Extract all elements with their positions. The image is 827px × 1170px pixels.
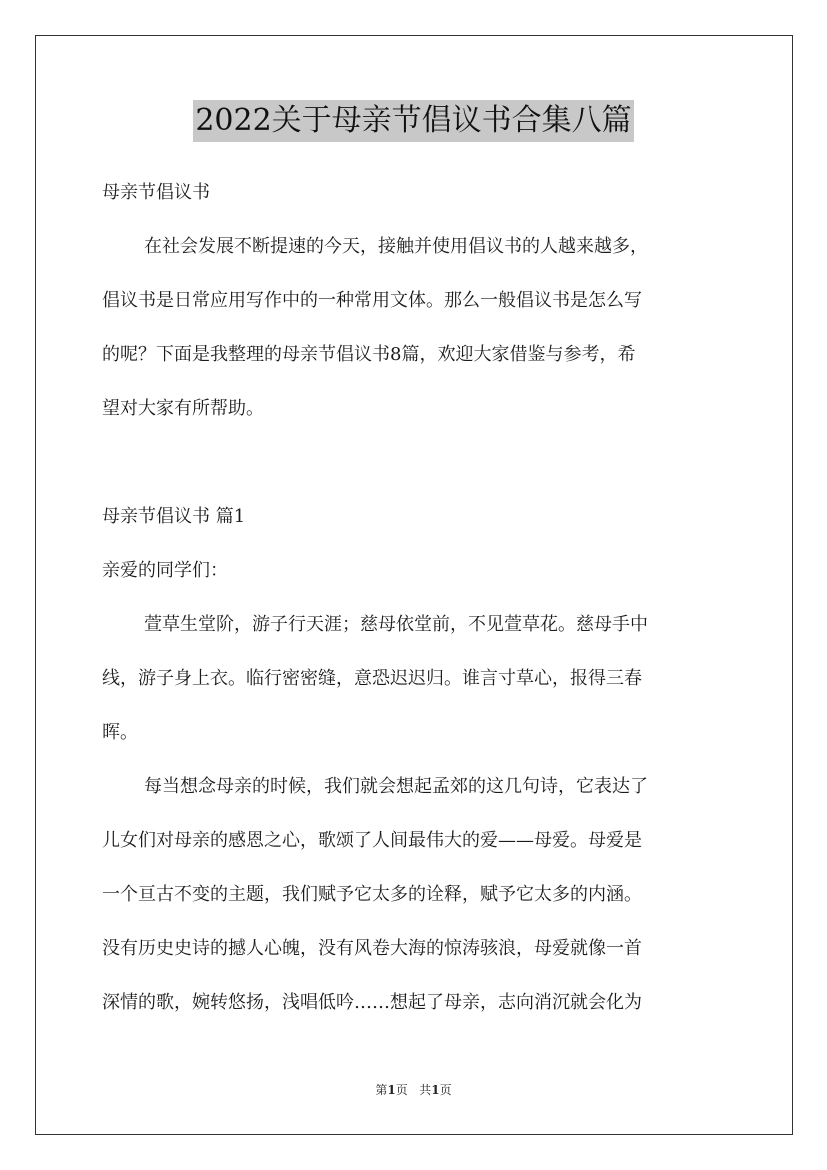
page-unit: 页 bbox=[395, 1083, 408, 1097]
salutation: 亲爱的同学们： bbox=[102, 560, 228, 581]
page-prefix: 第 bbox=[375, 1083, 388, 1097]
paragraph-line: 每当想念母亲的时候，我们就会想起孟郊的这几句诗，它表达了 bbox=[144, 776, 648, 797]
blank-line bbox=[102, 436, 728, 490]
title-container bbox=[0, 100, 827, 142]
paragraph-line: 倡议书是日常应用写作中的一种常用文体。那么一般倡议书是怎么写 bbox=[102, 290, 642, 311]
page-current: 1 bbox=[387, 1083, 396, 1097]
paragraph-line: 的呢？下面是我整理的母亲节倡议书8篇，欢迎大家借鉴与参考，希 bbox=[102, 344, 636, 365]
intro-heading: 母亲节倡议书 bbox=[102, 182, 210, 203]
document-title: 2022关于母亲节倡议书合集八篇 bbox=[193, 100, 633, 142]
paragraph-line: 线，游子身上衣。临行密密缝，意恐迟迟归。谁言寸草心，报得三春 bbox=[102, 668, 642, 689]
total-unit: 页 bbox=[439, 1083, 452, 1097]
paragraph-line: 萱草生堂阶，游子行天涯；慈母依堂前，不见萱草花。慈母手中 bbox=[144, 614, 648, 635]
document-body bbox=[102, 166, 728, 1030]
page-footer bbox=[0, 1080, 827, 1100]
paragraph-line: 望对大家有所帮助。 bbox=[102, 398, 264, 419]
section-heading: 母亲节倡议书 篇1 bbox=[102, 506, 246, 527]
paragraph-line: 晖。 bbox=[102, 722, 138, 743]
paragraph-line: 没有历史史诗的撼人心魄，没有风卷大海的惊涛骇浪，母爱就像一首 bbox=[102, 938, 642, 959]
paragraph-line: 儿女们对母亲的感恩之心，歌颂了人间最伟大的爱——母爱。母爱是 bbox=[102, 830, 642, 851]
paragraph-line: 一个亘古不变的主题，我们赋予它太多的诠释，赋予它太多的内涵。 bbox=[102, 884, 642, 905]
paragraph-line: 深情的歌，婉转悠扬，浅唱低吟……想起了母亲，志向消沉就会化为 bbox=[102, 992, 642, 1013]
total-prefix: 共 bbox=[419, 1083, 432, 1097]
paragraph-line: 在社会发展不断提速的今天，接触并使用倡议书的人越来越多， bbox=[144, 236, 648, 257]
page-total: 1 bbox=[431, 1083, 440, 1097]
